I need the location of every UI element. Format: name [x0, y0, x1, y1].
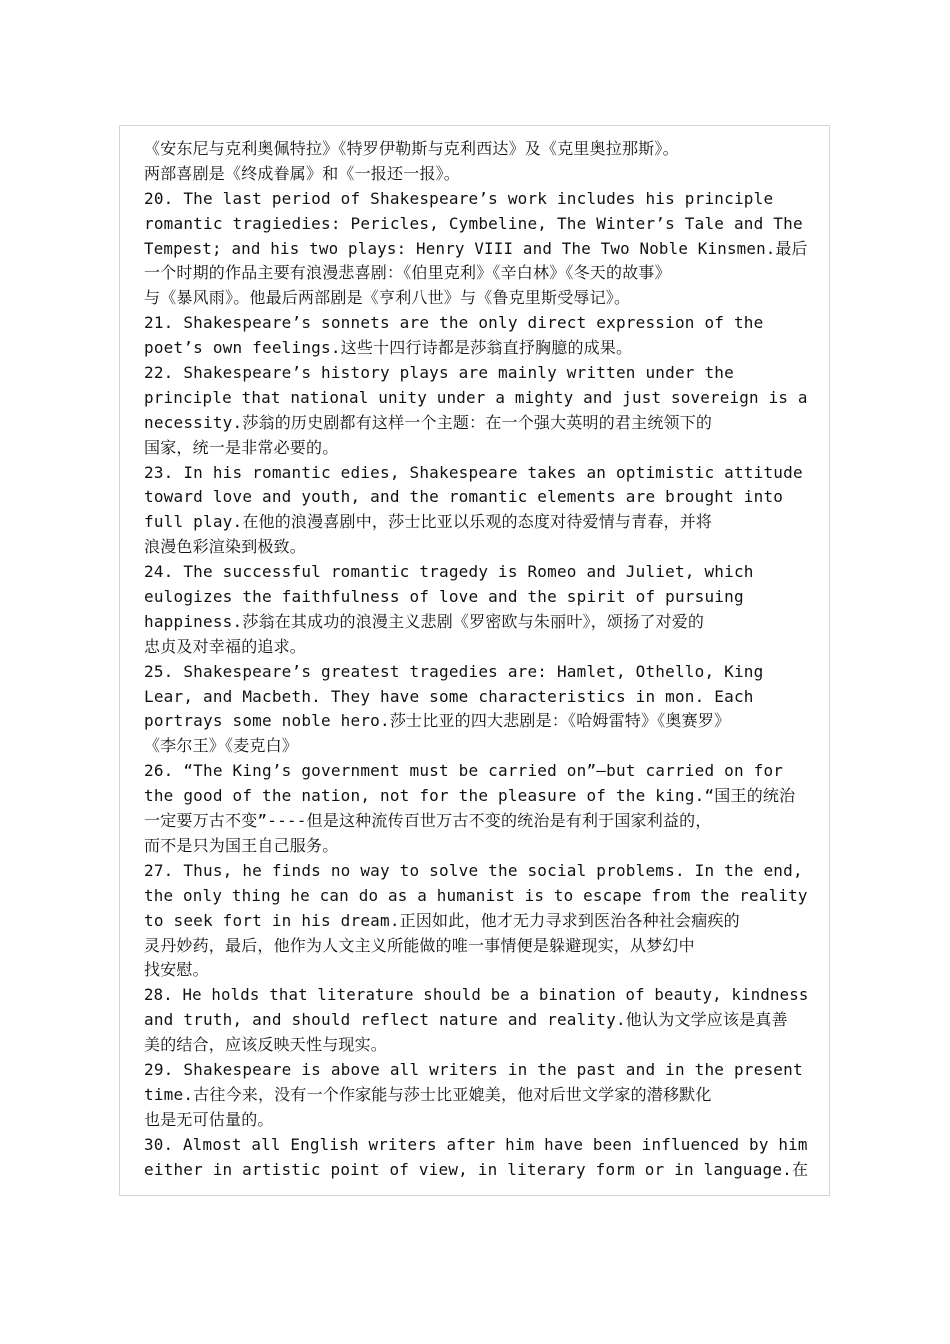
- text-line: 21. Shakespeare’s sonnets are the only direct expression of the: [144, 313, 764, 333]
- text-line: 找安慰。: [144, 960, 209, 980]
- text-line: poet’s own feelings.这些十四行诗都是莎翁直抒胸臆的成果。: [144, 338, 633, 358]
- text-line: 30. Almost all English writers after him have been influenced by him: [144, 1134, 808, 1154]
- text-line: Lear, and Macbeth. They have some characteristics in mon. Each: [144, 686, 754, 706]
- text-line: 美的结合，应该反映天性与现实。: [144, 1035, 388, 1055]
- text-line: 灵丹妙药，最后，他作为人文主义所能做的唯一事情便是躲避现实，从梦幻中: [144, 935, 695, 955]
- text-line: 24. The successful romantic tragedy is Romeo and Juliet, which: [144, 562, 754, 582]
- text-line: 一定要万古不变”----但是这种流传百世万古不变的统治是有利于国家利益的，: [144, 811, 712, 831]
- text-line: 25. Shakespeare’s greatest tragedies are: Hamlet, Othello, King: [144, 661, 764, 681]
- text-line: 22. Shakespeare’s history plays are mainly written under the: [144, 363, 734, 383]
- text-line: and truth, and should reflect nature and reality.他认为文学应该是真善: [144, 1010, 788, 1030]
- text-line: toward love and youth, and the romantic elements are brought into: [144, 487, 784, 507]
- document-body: [144, 137, 808, 1182]
- text-line: romantic tragiedies: Pericles, Cymbeline, The Winter’s Tale and The: [144, 213, 803, 233]
- text-line: principle that national unity under a mighty and just sovereign is a: [144, 387, 808, 407]
- text-line: 国家，统一是非常必要的。: [144, 437, 339, 457]
- text-line: 浪漫色彩渲染到极致。: [144, 537, 307, 557]
- text-line: the only thing he can do as a humanist is to escape from the reality: [144, 885, 808, 905]
- text-line: 20. The last period of Shakespeare’s work includes his principle: [144, 188, 774, 208]
- text-line: 《安东尼与克利奥佩特拉》《特罗伊勒斯与克利西达》及《克里奥拉那斯》。: [144, 139, 679, 158]
- text-line: 29. Shakespeare is above all writers in the past and in the present: [144, 1059, 803, 1079]
- text-line: 26. “The King’s government must be carried on”—but carried on for: [144, 761, 784, 781]
- text-line: happiness.莎翁在其成功的浪漫主义悲剧《罗密欧与朱丽叶》，颂扬了对爱的: [144, 611, 705, 631]
- text-line: 23. In his romantic edies, Shakespeare takes an optimistic attitude: [144, 462, 803, 482]
- text-line: 27. Thus, he finds no way to solve the social problems. In the end,: [144, 860, 803, 880]
- text-line: 忠贞及对幸福的追求。: [144, 636, 307, 656]
- text-line: 两部喜剧是《终成眷属》和《一报还一报》。: [144, 163, 461, 183]
- text-line: 与《暴风雨》。他最后两部剧是《亨利八世》与《鲁克里斯受辱记》。: [144, 288, 631, 308]
- text-line: eulogizes the faithfulness of love and the spirit of pursuing: [144, 587, 744, 607]
- text-line: portrays some noble hero.莎士比亚的四大悲剧是：《哈姆雷特》《奥赛罗》: [144, 711, 731, 731]
- text-line: time.古往今来，没有一个作家能与莎士比亚媲美，他对后世文学家的潜移默化: [144, 1084, 712, 1104]
- text-line: 而不是只为国王自己服务。: [144, 835, 339, 855]
- text-line: the good of the nation, not for the pleasure of the king.“国王的统治: [144, 786, 796, 806]
- text-line: necessity.莎翁的历史剧都有这样一个主题：在一个强大英明的君主统领下的: [144, 412, 713, 432]
- text-line: full play.在他的浪漫喜剧中，莎士比亚以乐观的态度对待爱情与青春，并将: [144, 512, 713, 532]
- text-line: 也是无可估量的。: [144, 1109, 274, 1129]
- text-line: to seek fort in his dream.正因如此，他才无力寻求到医治各种社会痼疾的: [144, 910, 740, 930]
- text-line: either in artistic point of view, in literary form or in language.在: [144, 1159, 809, 1179]
- text-line: 一个时期的作品主要有浪漫悲喜剧：《伯里克利》《辛白林》《冬天的故事》: [144, 263, 671, 283]
- text-line: Tempest; and his two plays: Henry VIII and The Two Noble Kinsmen.最后: [144, 238, 808, 258]
- text-line: 《李尔王》《麦克白》: [144, 736, 299, 756]
- text-line: 28. He holds that literature should be a bination of beauty, kindness: [144, 985, 809, 1005]
